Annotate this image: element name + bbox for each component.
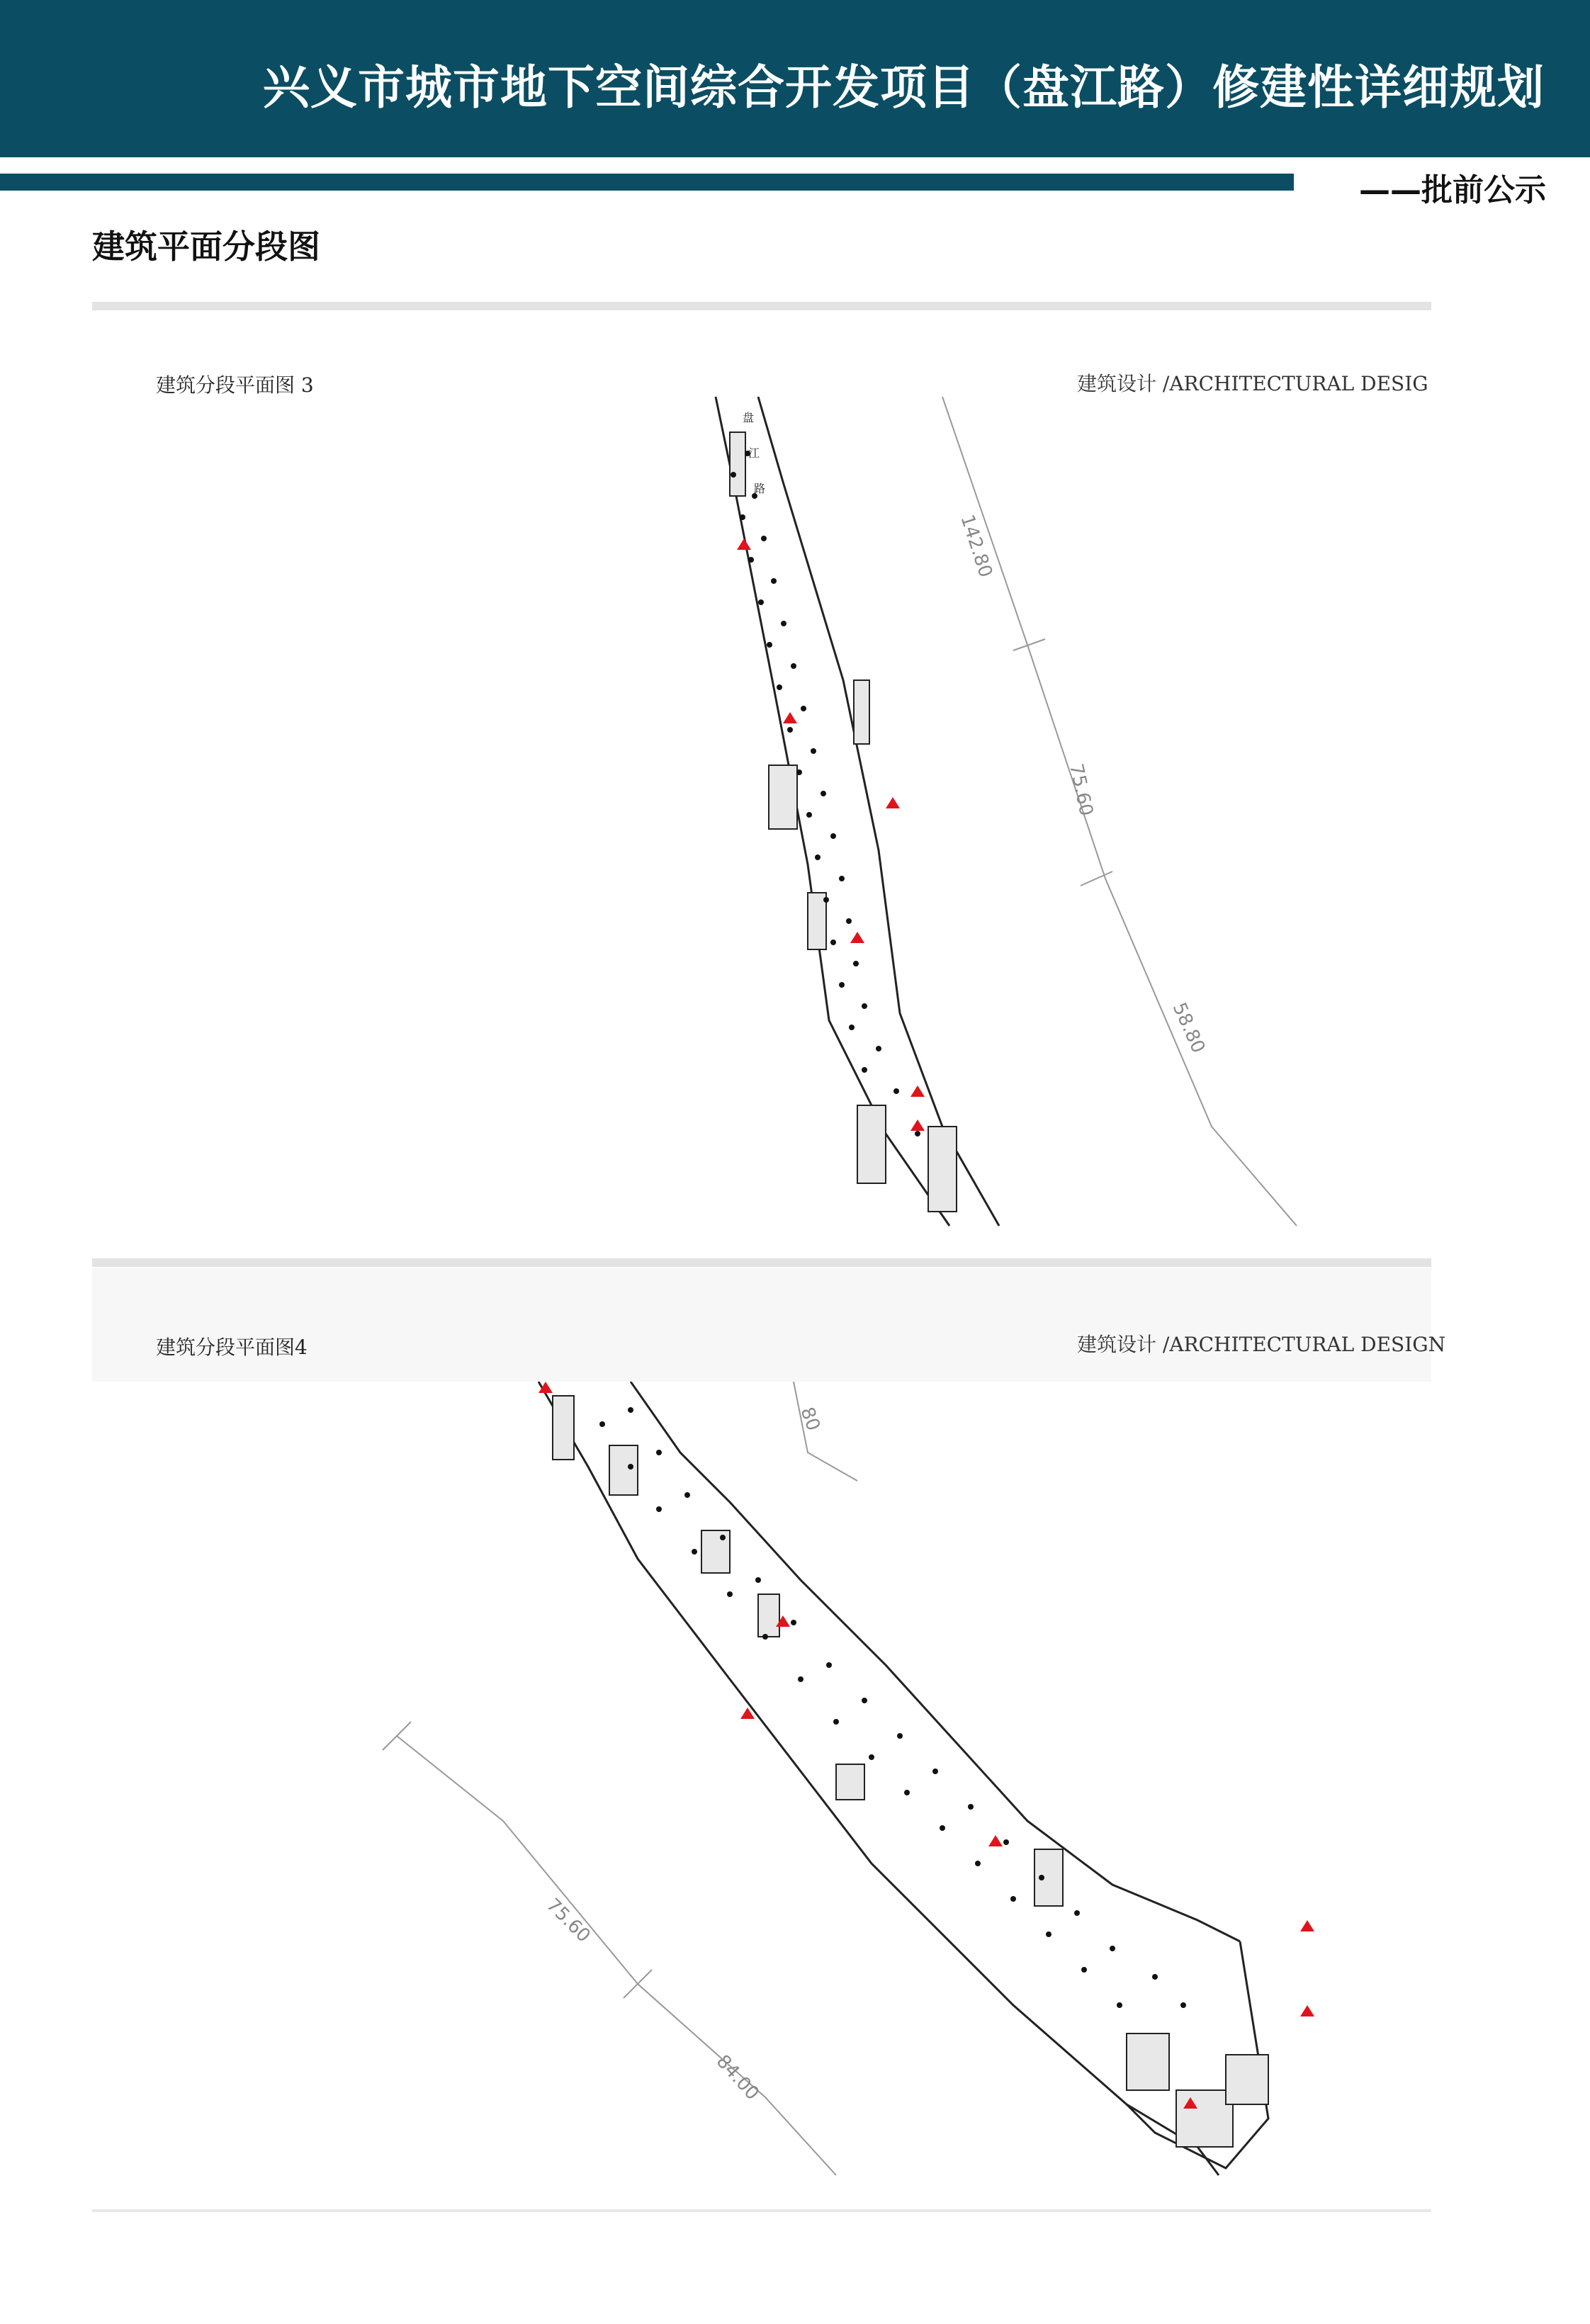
header-rule <box>0 174 1294 191</box>
plan3-label: 建筑分段平面图 3 <box>156 373 314 397</box>
plan3-panel <box>92 312 1431 1254</box>
plan4-design-tag: 建筑设计 /ARCHITECTURAL DESIGN <box>1077 1333 1446 1356</box>
section-heading: 建筑平面分段图 <box>92 227 320 266</box>
plan3-corridor <box>716 397 999 1226</box>
plan3-road-char-2: 江 <box>748 446 760 460</box>
plan3-road-char-1: 盘 <box>743 411 755 424</box>
page-title: 兴义市城市地下空间综合开发项目（盘江路）修建性详细规划 <box>263 60 1545 115</box>
plan4-drawing <box>92 1382 1431 2324</box>
plan3-columns <box>731 451 920 1136</box>
plan3-dim-3: 58.80 <box>1168 999 1210 1056</box>
plan3-entrance-markers <box>737 538 925 1131</box>
plan3-dim-2: 75.60 <box>1065 762 1097 818</box>
plan3-road-char-3: 路 <box>754 482 766 495</box>
plan4-label: 建筑分段平面图4 <box>156 1336 308 1359</box>
notice-subtitle: ——批前公示 <box>1359 172 1546 208</box>
plan4-dimension-line <box>383 1382 857 2175</box>
plan4-dim-1: 80 <box>796 1404 824 1434</box>
divider-top <box>92 302 1431 310</box>
divider-bottom <box>92 2209 1431 2212</box>
plan4-dim-3: 84.00 <box>711 2051 763 2105</box>
plan4-dim-2: 75.60 <box>542 1894 594 1947</box>
plan4-columns <box>599 1407 1186 2008</box>
plan4-panel <box>92 1268 1446 2211</box>
divider-middle <box>92 1258 1431 1267</box>
plan3-dim-1: 142.80 <box>956 512 996 580</box>
plan3-drawing <box>92 312 1431 1254</box>
plan3-design-tag: 建筑设计 /ARCHITECTURAL DESIG <box>1077 372 1428 395</box>
plan3-dimension-line <box>942 397 1297 1226</box>
